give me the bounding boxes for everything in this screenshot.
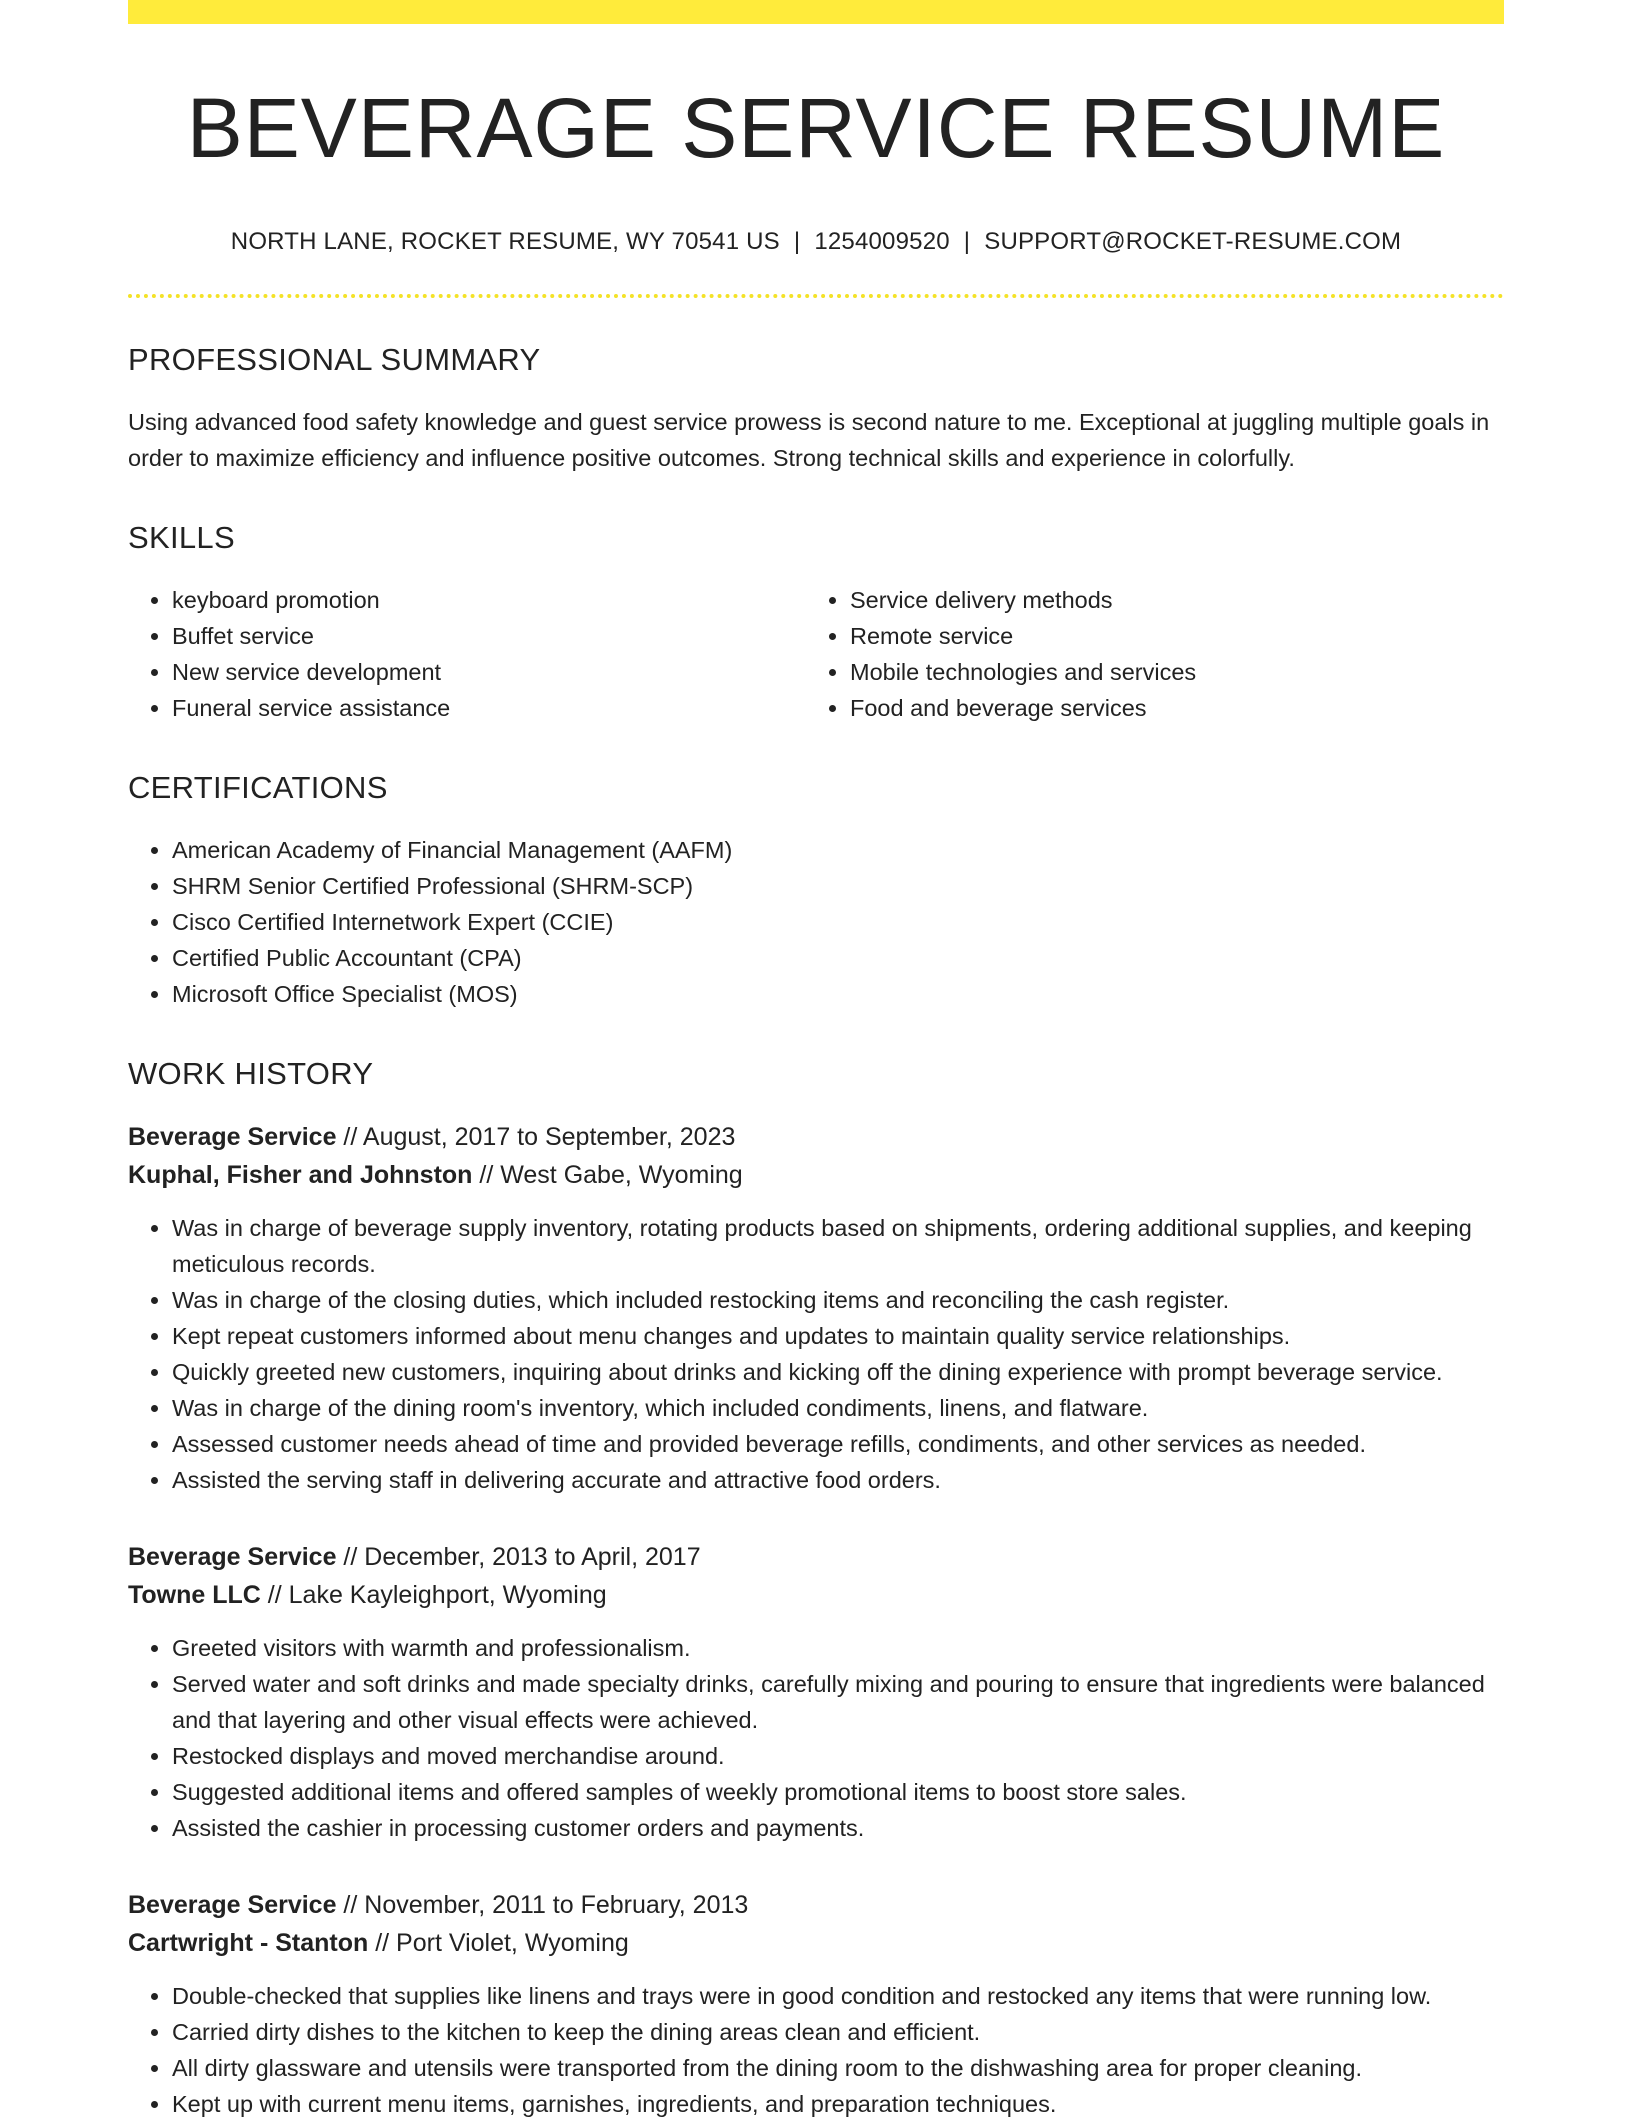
job-company-line [128,1576,1504,1614]
skill-item: • keyboard promotion [172,582,806,618]
job-company-line [128,1924,1504,1962]
job-entry [128,1118,1504,1498]
job-role: Beverage Service [128,1891,337,1920]
certification-item: • SHRM Senior Certified Professional (SHRM-SCP) [172,868,1504,904]
summary-heading: PROFESSIONAL SUMMARY [128,342,541,378]
job-company: Towne LLC [128,1581,261,1610]
summary-text: Using advanced food safety knowledge and guest service prowess is second nature to me. Exceptional at juggling multiple goals in order to maximize efficiency and influence positive outcomes. Strong technical skills and experience in colorfully. [128,409,1490,472]
job-bullet: • Carried dirty dishes to the kitchen to keep the dining areas clean and efficient. [172,2014,1504,2050]
contact-email: SUPPORT@ROCKET-RESUME.COM [984,228,1402,256]
work-history-heading: WORK HISTORY [128,1056,374,1092]
skill-item: • Funeral service assistance [172,690,806,726]
job-entry [128,1538,1504,1846]
certification-item: • Cisco Certified Internetwork Expert (CCIE) [172,904,1504,940]
job-entry [128,1886,1504,2122]
dotted-divider [128,294,1504,298]
job-bullet: • Suggested additional items and offered samples of weekly promotional items to boost store sales. [172,1774,1504,1810]
certification-item: • Certified Public Accountant (CPA) [172,940,1504,976]
job-dates: // August, 2017 to September, 2023 [336,1123,736,1152]
work-history-section [128,1056,1504,2122]
skills-grid [128,582,1504,726]
job-bullet: • Assisted the serving staff in delivering accurate and attractive food orders. [172,1462,1504,1498]
job-bullet: • Assessed customer needs ahead of time and provided beverage refills, condiments, and other services as needed. [172,1426,1504,1462]
skill-item: • Mobile technologies and services [850,654,1484,690]
job-location: // Lake Kayleighport, Wyoming [260,1581,607,1610]
job-company-line [128,1156,1504,1194]
skill-item: • Remote service [850,618,1484,654]
job-company: Cartwright - Stanton [128,1929,369,1958]
job-bullets [128,1978,1504,2122]
job-bullet: • Double-checked that supplies like linens and trays were in good condition and restocked any items that were running low. [172,1978,1504,2014]
job-role-line [128,1118,1504,1156]
skill-item: • Service delivery methods [850,582,1484,618]
skill-item: • Buffet service [172,618,806,654]
job-role: Beverage Service [128,1123,337,1152]
job-bullet: • Served water and soft drinks and made specialty drinks, carefully mixing and pouring to ensure that ingredients were balanced and that layering and other visual effects were achieved. [172,1666,1504,1738]
resume-page [128,0,1504,2122]
job-bullet: • All dirty glassware and utensils were transported from the dining room to the dishwashing area for proper cleaning. [172,2050,1504,2086]
contact-phone: 1254009520 [814,228,950,256]
job-bullet: • Was in charge of beverage supply inventory, rotating products based on shipments, ordering additional supplies, and keeping meticulous records. [172,1210,1504,1282]
job-bullet: • Assisted the cashier in processing customer orders and payments. [172,1810,1504,1846]
top-accent-bar [128,0,1504,24]
job-role: Beverage Service [128,1543,337,1572]
job-bullets [128,1630,1504,1846]
certification-item: • American Academy of Financial Management (AAFM) [172,832,1504,868]
job-bullet: • Kept repeat customers informed about menu changes and updates to maintain quality service relationships. [172,1318,1504,1354]
job-bullet: • Greeted visitors with warmth and professionalism. [172,1630,1504,1666]
resume-title: BEVERAGE SERVICE RESUME [186,81,1446,175]
job-company: Kuphal, Fisher and Johnston [128,1161,473,1190]
certifications-section [128,770,1504,1012]
skills-heading: SKILLS [128,520,235,556]
job-role-line [128,1886,1504,1924]
job-location: // West Gabe, Wyoming [472,1161,743,1190]
contact-separator: | [793,228,801,256]
skills-list-right [806,582,1484,726]
job-dates: // December, 2013 to April, 2017 [336,1543,701,1572]
contact-separator: | [963,228,971,256]
certifications-heading: CERTIFICATIONS [128,770,388,806]
skill-item: • New service development [172,654,806,690]
job-dates: // November, 2011 to February, 2013 [336,1891,749,1920]
certification-item: • Microsoft Office Specialist (MOS) [172,976,1504,1012]
job-bullets [128,1210,1504,1498]
certifications-list [128,832,1504,1012]
job-bullet: • Restocked displays and moved merchandise around. [172,1738,1504,1774]
contact-address: NORTH LANE, ROCKET RESUME, WY 70541 US [230,228,780,256]
skills-list-left [128,582,806,726]
skills-section [128,520,1504,726]
job-bullet: • Was in charge of the closing duties, which included restocking items and reconciling the cash register. [172,1282,1504,1318]
job-role-line [128,1538,1504,1576]
skill-item: • Food and beverage services [850,690,1484,726]
job-bullet: • Quickly greeted new customers, inquiring about drinks and kicking off the dining experience with prompt beverage service. [172,1354,1504,1390]
job-bullet: • Was in charge of the dining room's inventory, which included condiments, linens, and flatware. [172,1390,1504,1426]
job-bullet: • Kept up with current menu items, garnishes, ingredients, and preparation techniques. [172,2086,1504,2122]
contact-line [128,228,1504,256]
summary-section [128,342,1504,476]
job-location: // Port Violet, Wyoming [368,1929,629,1958]
